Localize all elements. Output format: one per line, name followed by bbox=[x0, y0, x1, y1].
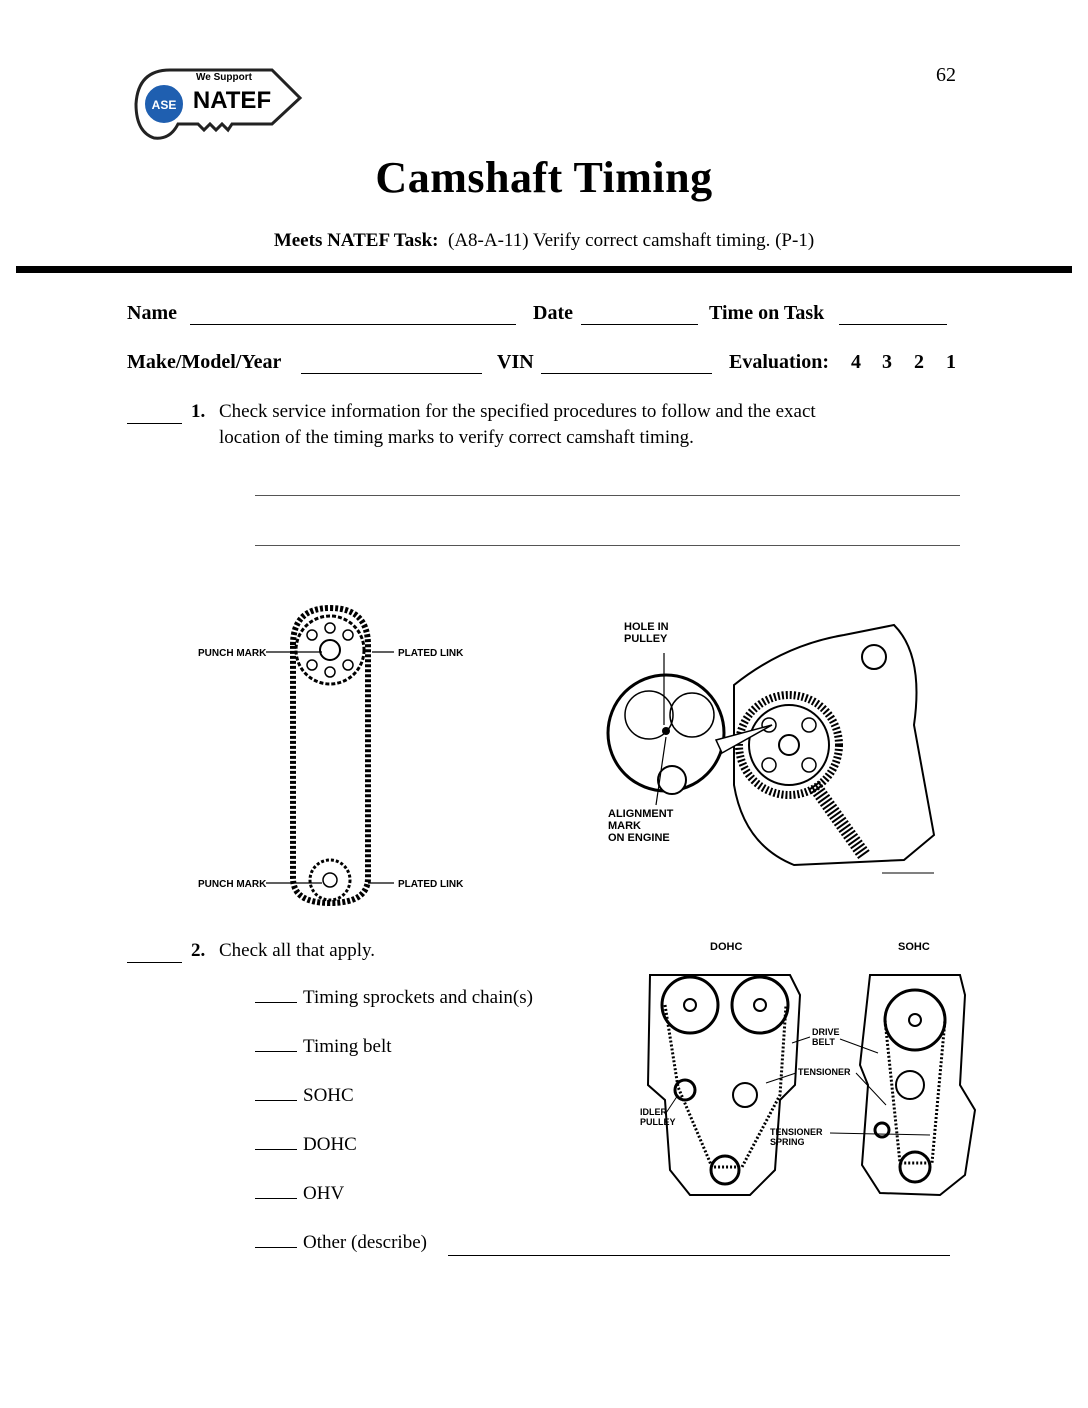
pulley-figure bbox=[604, 615, 938, 877]
checklist-label: SOHC bbox=[303, 1085, 354, 1106]
natef-task bbox=[0, 230, 1088, 252]
make-model-year-label: Make/Model/Year bbox=[127, 351, 282, 373]
idler-pulley-label-1: IDLER bbox=[640, 1107, 667, 1117]
step-2-number: 2. bbox=[191, 940, 206, 961]
task-label: Meets NATEF Task: bbox=[273, 230, 439, 251]
alignment-label-line1: ALIGNMENT bbox=[608, 808, 674, 820]
engine-layout-figure bbox=[630, 935, 990, 1205]
alignment-label-line2: MARK bbox=[608, 820, 641, 832]
sohc-figure-label: SOHC bbox=[898, 941, 930, 953]
page-title: Camshaft Timing bbox=[375, 153, 713, 202]
dohc-engine bbox=[648, 975, 800, 1195]
evaluation-score-3[interactable]: 3 bbox=[882, 351, 892, 373]
checklist-item-other[interactable] bbox=[255, 1232, 427, 1254]
timing-chain-figure bbox=[190, 600, 480, 910]
evaluation-score-4[interactable]: 4 bbox=[851, 351, 861, 373]
checklist-item-sohc[interactable] bbox=[255, 1085, 354, 1107]
tensioner-spring-label-2: SPRING bbox=[770, 1137, 805, 1147]
bolt-top bbox=[862, 645, 886, 669]
checklist-item-ohv[interactable] bbox=[255, 1183, 344, 1205]
evaluation-label: Evaluation: bbox=[729, 351, 830, 373]
check-blank[interactable] bbox=[255, 1100, 297, 1101]
natef-logo bbox=[132, 60, 304, 146]
step-1-text-line1: Check service information for the specified procedures to follow and the exact bbox=[219, 401, 816, 422]
tensioner-label: TENSIONER bbox=[798, 1067, 851, 1077]
date-field[interactable] bbox=[581, 324, 698, 325]
step-1-number: 1. bbox=[191, 401, 206, 422]
checklist-label: OHV bbox=[303, 1183, 345, 1204]
evaluation-score-2[interactable]: 2 bbox=[914, 351, 924, 373]
step-1-check-blank[interactable] bbox=[127, 423, 182, 424]
header-rule bbox=[16, 266, 1072, 273]
cam-sprocket bbox=[296, 616, 364, 684]
page-number: 62 bbox=[936, 64, 956, 86]
checklist-item-dohc[interactable] bbox=[255, 1134, 357, 1156]
checklist-label: Timing sprockets and chain(s) bbox=[303, 987, 533, 1008]
alignment-label-line3: ON ENGINE bbox=[608, 832, 670, 844]
logo-main-text: NATEF bbox=[192, 87, 272, 114]
belt-pulley bbox=[739, 695, 839, 795]
vin-field[interactable] bbox=[541, 373, 712, 374]
vin-label: VIN bbox=[497, 351, 534, 373]
drive-belt-label-2: BELT bbox=[812, 1037, 835, 1047]
checklist-item-timing-belt[interactable] bbox=[255, 1036, 392, 1058]
date-label: Date bbox=[533, 302, 573, 324]
step-2-text: Check all that apply. bbox=[219, 940, 375, 961]
checklist-item-sprockets-chain[interactable] bbox=[255, 987, 533, 1009]
evaluation-score-1[interactable]: 1 bbox=[946, 351, 956, 373]
tensioner-spring-label-1: TENSIONER bbox=[770, 1127, 823, 1137]
plated-link-bottom-label: PLATED LINK bbox=[398, 879, 464, 890]
sohc-engine bbox=[860, 975, 975, 1195]
answer-line-2[interactable] bbox=[255, 545, 960, 546]
drive-belt-label-1: DRIVE bbox=[812, 1027, 840, 1037]
logo-top-text: We Support bbox=[196, 72, 252, 83]
hole-label-line1: HOLE IN bbox=[624, 621, 669, 633]
punch-mark-bottom-label: PUNCH MARK bbox=[198, 879, 267, 890]
check-blank[interactable] bbox=[255, 1198, 297, 1199]
name-label: Name bbox=[127, 302, 177, 324]
check-blank[interactable] bbox=[255, 1002, 297, 1003]
crank-sprocket bbox=[310, 860, 350, 900]
other-describe-field[interactable] bbox=[448, 1255, 950, 1256]
step-2-check-blank[interactable] bbox=[127, 962, 182, 963]
checklist-label: Timing belt bbox=[303, 1036, 392, 1057]
task-text: (A8-A-11) Verify correct camshaft timing. (P-1) bbox=[448, 230, 815, 251]
check-blank[interactable] bbox=[255, 1051, 297, 1052]
plated-link-top-label: PLATED LINK bbox=[398, 648, 464, 659]
name-field[interactable] bbox=[190, 324, 516, 325]
check-blank[interactable] bbox=[255, 1247, 297, 1248]
punch-mark-top-label: PUNCH MARK bbox=[198, 648, 267, 659]
idler-pulley-label-2: PULLEY bbox=[640, 1117, 676, 1127]
ase-badge-text: ASE bbox=[151, 98, 177, 112]
checklist-label: Other (describe) bbox=[303, 1232, 427, 1253]
step-1-text-line2: location of the timing marks to verify correct camshaft timing. bbox=[219, 427, 694, 448]
checklist-label: DOHC bbox=[303, 1134, 357, 1155]
hole-label-line2: PULLEY bbox=[624, 633, 668, 645]
make-model-year-field[interactable] bbox=[301, 373, 482, 374]
dohc-figure-label: DOHC bbox=[710, 941, 743, 953]
check-blank[interactable] bbox=[255, 1149, 297, 1150]
answer-line-1[interactable] bbox=[255, 495, 960, 496]
time-on-task-field[interactable] bbox=[839, 324, 947, 325]
time-on-task-label: Time on Task bbox=[709, 302, 825, 324]
